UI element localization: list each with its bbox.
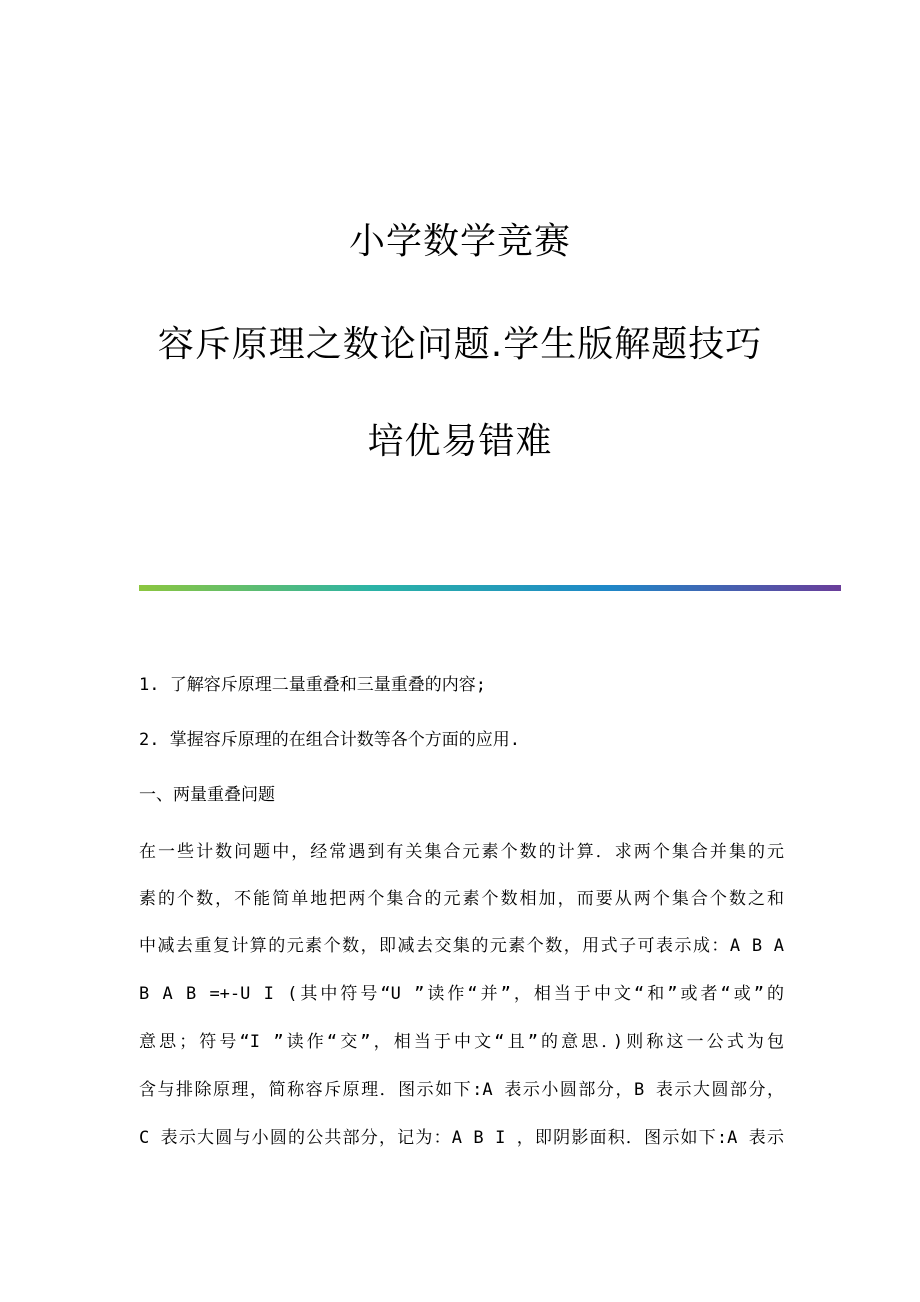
paragraph-line: 含与排除原理，简称容斥原理．图示如下:A 表示小圆部分，B 表示大圆部分，: [139, 1080, 784, 1100]
section-heading: 一、两量重叠问题: [139, 785, 275, 805]
objective-2: 2. 掌握容斥原理的在组合计数等各个方面的应用.: [139, 730, 520, 750]
paragraph-line: 在一些计数问题中，经常遇到有关集合元素个数的计算．求两个集合并集的元: [139, 842, 784, 862]
title-line-2: 容斥原理之数论问题.学生版解题技巧: [157, 324, 763, 365]
title-line-3: 培优易错难: [367, 421, 553, 462]
paragraph-line: 意思；符号“I ”读作“交”，相当于中文“且”的意思．)则称这一公式为包: [139, 1032, 784, 1052]
paragraph-line: C 表示大圆与小圆的公共部分，记为：A B I ，即阴影面积．图示如下:A 表示: [139, 1128, 784, 1148]
paragraph-line: 素的个数，不能简单地把两个集合的元素个数相加，而要从两个集合个数之和: [139, 889, 784, 909]
paragraph-line: B A B =+-U I (其中符号“U ”读作“并”，相当于中文“和”或者“或”的: [139, 984, 784, 1004]
paragraph-line: 中减去重复计算的元素个数，即减去交集的元素个数，用式子可表示成：A B A: [139, 936, 784, 956]
gradient-divider: [139, 585, 841, 591]
title-line-1: 小学数学竞赛: [348, 221, 571, 262]
objective-1: 1. 了解容斥原理二量重叠和三量重叠的内容;: [139, 675, 486, 695]
